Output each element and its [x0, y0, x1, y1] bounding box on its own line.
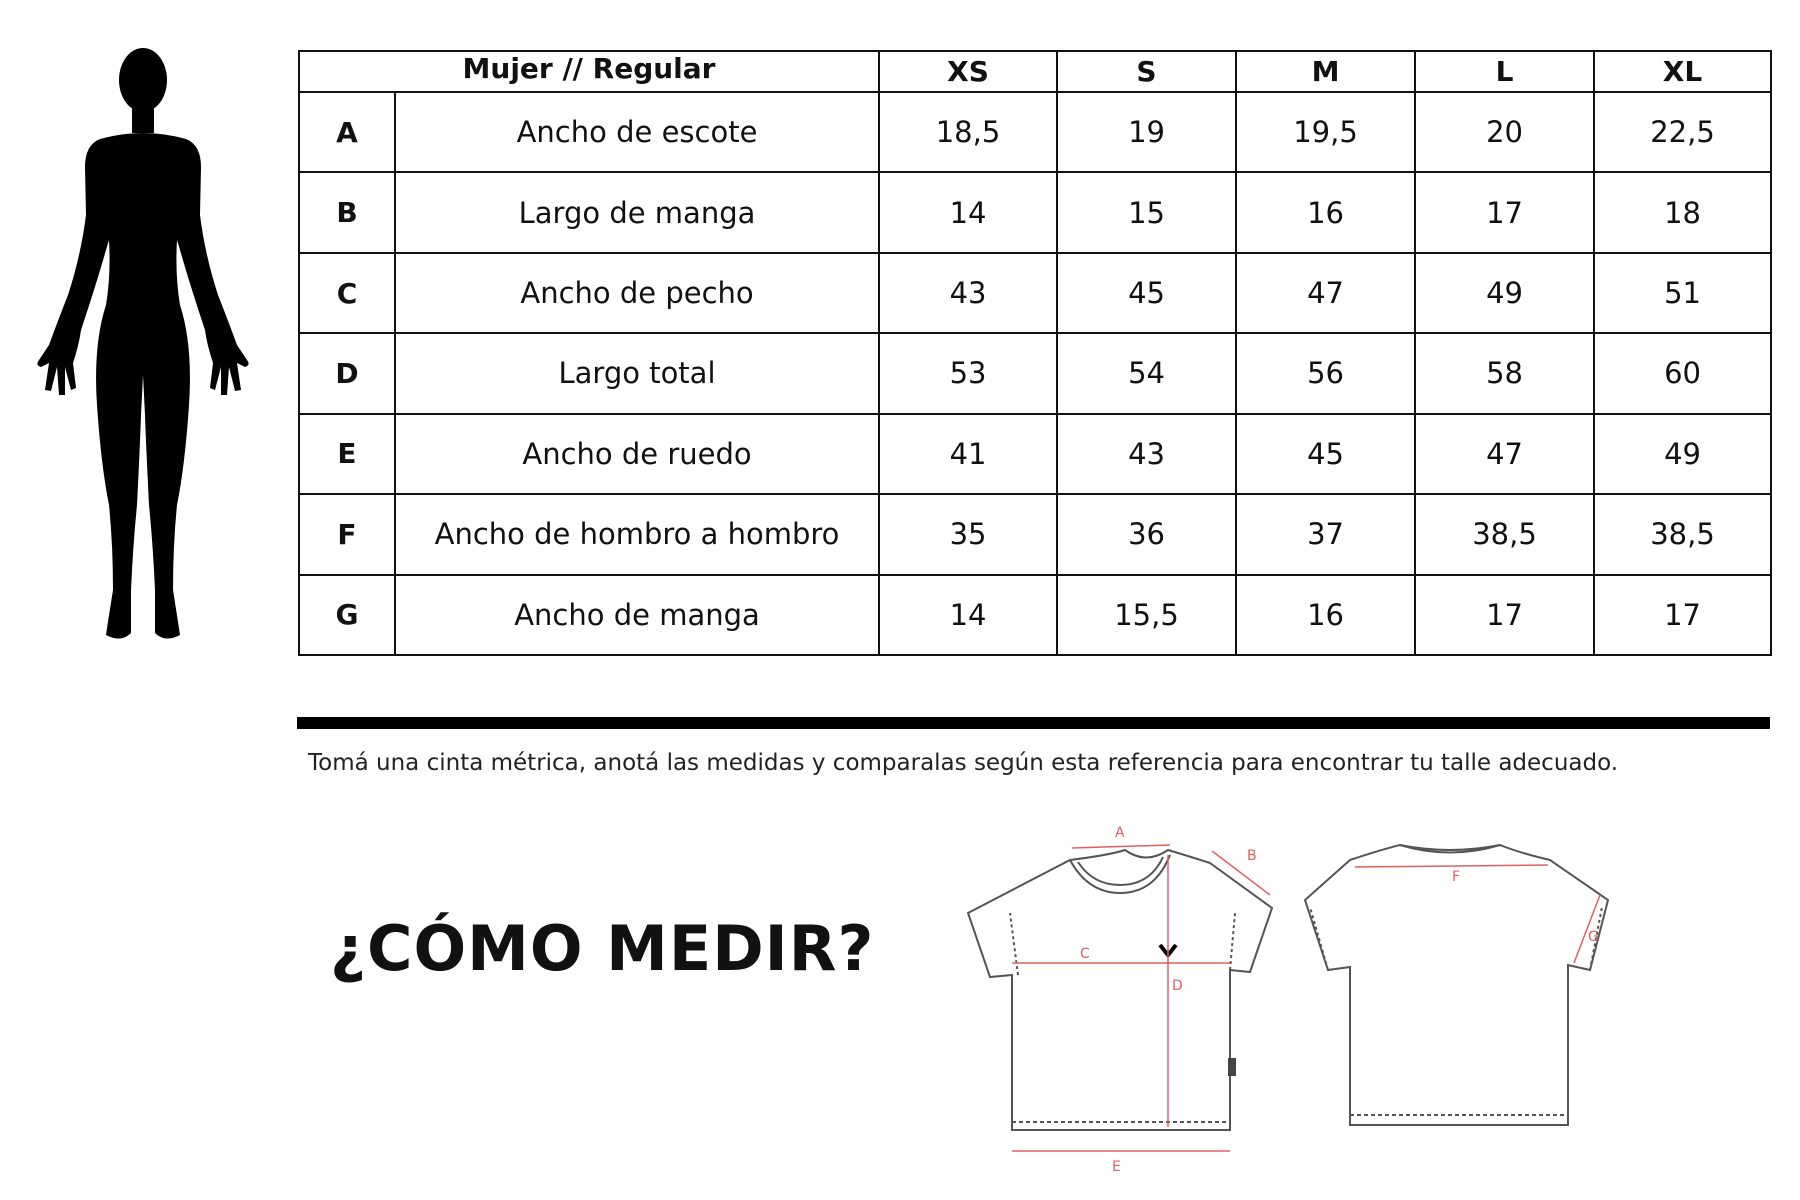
measure-line-f	[1355, 865, 1548, 867]
tshirt-measurement-diagram	[960, 815, 1620, 1175]
measure-value: 17	[1594, 575, 1771, 655]
measure-value: 18,5	[879, 92, 1057, 172]
female-body-silhouette	[15, 45, 270, 645]
measure-value: 16	[1236, 575, 1415, 655]
measure-value: 19	[1057, 92, 1236, 172]
measure-value: 47	[1236, 253, 1415, 333]
table-header-row	[299, 51, 1771, 92]
measure-value: 38,5	[1415, 494, 1594, 574]
table-row	[299, 92, 1771, 172]
measure-value: 37	[1236, 494, 1415, 574]
table-row	[299, 575, 1771, 655]
measure-label: Ancho de ruedo	[395, 414, 879, 494]
measure-value: 15,5	[1057, 575, 1236, 655]
measure-value: 60	[1594, 333, 1771, 413]
measure-line-b	[1212, 851, 1270, 895]
measure-label: Ancho de hombro a hombro	[395, 494, 879, 574]
measurement-instruction: Tomá una cinta métrica, anotá las medidas y comparalas según esta referencia para encontrar tu talle adecuado.	[308, 750, 1619, 776]
table-body	[299, 92, 1771, 655]
measure-value: 51	[1594, 253, 1771, 333]
measure-value: 18	[1594, 172, 1771, 252]
table-row	[299, 253, 1771, 333]
size-chart-table	[298, 50, 1772, 656]
measure-value: 45	[1057, 253, 1236, 333]
label-c: C	[1080, 946, 1090, 962]
measure-value: 54	[1057, 333, 1236, 413]
measure-value: 14	[879, 575, 1057, 655]
measure-value: 43	[879, 253, 1057, 333]
measure-value: 36	[1057, 494, 1236, 574]
measure-value: 41	[879, 414, 1057, 494]
measure-letter: B	[299, 172, 395, 252]
measure-label: Largo total	[395, 333, 879, 413]
measure-value: 43	[1057, 414, 1236, 494]
measure-value: 17	[1415, 172, 1594, 252]
measure-label: Ancho de escote	[395, 92, 879, 172]
size-header: XL	[1594, 51, 1771, 92]
table-row	[299, 333, 1771, 413]
measure-value: 19,5	[1236, 92, 1415, 172]
measure-label: Ancho de manga	[395, 575, 879, 655]
measure-value: 15	[1057, 172, 1236, 252]
label-d: D	[1172, 978, 1183, 994]
measure-value: 35	[879, 494, 1057, 574]
table-row	[299, 414, 1771, 494]
measure-letter: G	[299, 575, 395, 655]
size-header: S	[1057, 51, 1236, 92]
measure-label: Largo de manga	[395, 172, 879, 252]
measure-value: 38,5	[1594, 494, 1771, 574]
table-row	[299, 494, 1771, 574]
table-title: Mujer // Regular	[299, 51, 879, 92]
measure-letter: A	[299, 92, 395, 172]
size-header: M	[1236, 51, 1415, 92]
measure-value: 20	[1415, 92, 1594, 172]
size-header: L	[1415, 51, 1594, 92]
measure-line-a	[1072, 845, 1170, 848]
table-row	[299, 172, 1771, 252]
measure-letter: C	[299, 253, 395, 333]
label-a: A	[1115, 825, 1125, 841]
measure-letter: E	[299, 414, 395, 494]
label-f: F	[1452, 869, 1461, 885]
how-to-measure-heading: ¿CÓMO MEDIR?	[330, 912, 875, 985]
measure-letter: D	[299, 333, 395, 413]
measure-value: 47	[1415, 414, 1594, 494]
label-g: G	[1588, 929, 1599, 945]
measure-value: 22,5	[1594, 92, 1771, 172]
measure-value: 58	[1415, 333, 1594, 413]
label-b: B	[1247, 848, 1257, 864]
measure-label: Ancho de pecho	[395, 253, 879, 333]
size-header: XS	[879, 51, 1057, 92]
measure-value: 56	[1236, 333, 1415, 413]
measure-value: 53	[879, 333, 1057, 413]
measure-value: 49	[1415, 253, 1594, 333]
measure-value: 16	[1236, 172, 1415, 252]
measure-value: 45	[1236, 414, 1415, 494]
back-tshirt-outline	[1305, 845, 1608, 1125]
measure-value: 17	[1415, 575, 1594, 655]
measure-letter: F	[299, 494, 395, 574]
label-e: E	[1112, 1159, 1121, 1175]
divider-bar	[297, 717, 1770, 729]
measure-value: 49	[1594, 414, 1771, 494]
measure-value: 14	[879, 172, 1057, 252]
